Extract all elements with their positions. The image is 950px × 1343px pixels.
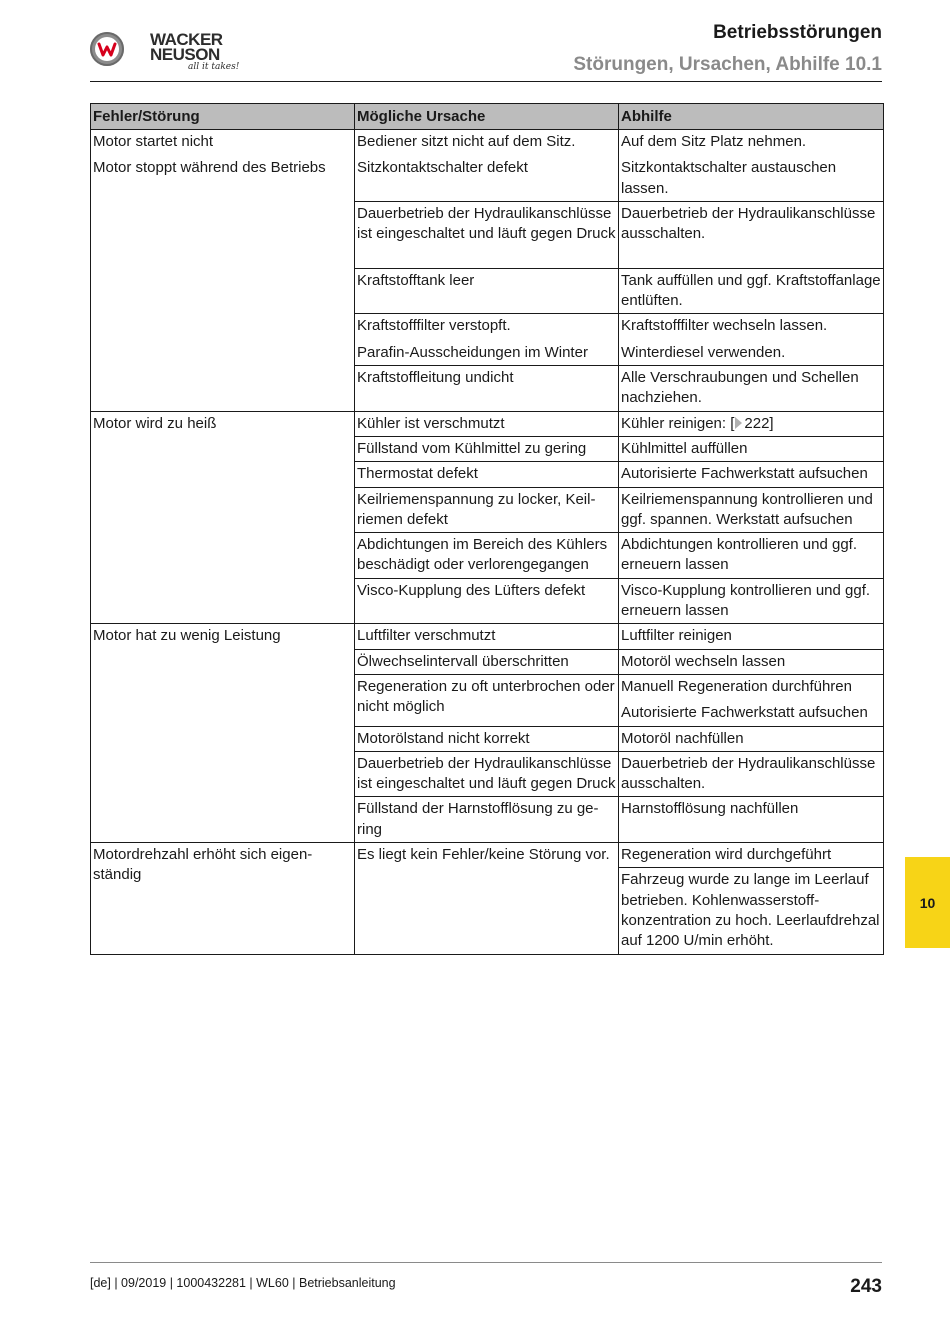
remedy-cell: Abdichtungen kontrollieren und ggf. erneuern lassen xyxy=(619,533,884,579)
page-number: 243 xyxy=(850,1276,882,1297)
cause-text: Bediener sitzt nicht auf dem Sitz. xyxy=(357,133,576,150)
remedy-text: Winterdiesel verwenden. xyxy=(621,343,786,361)
troubleshooting-table xyxy=(90,103,883,955)
cause-cell: Dauerbetrieb der Hydraulikanschlüsse ist eingeschaltet und läuft gegen Druck xyxy=(355,201,619,268)
fault-text: Motor startet nicht xyxy=(93,133,214,150)
cause-text: Parafin-Ausscheidungen im Winter xyxy=(357,343,588,361)
remedy-text: Sitzkontaktschalter austauschen lassen. xyxy=(621,159,837,197)
remedy-cell: Kühlmittel auffüllen xyxy=(619,436,884,461)
footer-divider xyxy=(90,1262,882,1263)
cause-cell xyxy=(355,314,619,366)
remedy-text: Manuell Regeneration durchführen xyxy=(621,677,852,695)
cause-cell: Kühler ist verschmutzt xyxy=(355,411,619,436)
remedy-cell: Keilriemenspannung kontrollieren und ggf. spannen. Werkstatt aufsuchen xyxy=(619,487,884,533)
cause-cell: Keilriemenspannung zu locker, Keilriemen defekt xyxy=(355,487,619,533)
remedy-text: Kühler reinigen: [ xyxy=(621,414,735,432)
cause-cell: Ölwechselintervall überschritten xyxy=(355,649,619,674)
cause-cell: Es liegt kein Fehler/keine Störung vor. xyxy=(355,843,619,954)
column-header-cause: Mögliche Ursache xyxy=(355,104,619,130)
remedy-cell: Tank auffüllen und ggf. Kraftstoffanlage entlüften. xyxy=(619,268,884,314)
cause-cell: Füllstand der Harnstofflösung zu gering xyxy=(355,797,619,843)
cause-text: Sitzkontaktschalter defekt xyxy=(357,159,528,177)
cause-cell: Abdichtungen im Bereich des Kühlers beschädigt oder verlorengegangen xyxy=(355,533,619,579)
remedy-text: Auf dem Sitz Platz nehmen. xyxy=(621,133,807,150)
column-header-remedy: Abhilfe xyxy=(619,104,884,130)
section-title: Störungen, Ursachen, Abhilfe 10.1 xyxy=(573,54,882,75)
remedy-cell: Harnstofflösung nachfüllen xyxy=(619,797,884,843)
remedy-cell: Dauerbetrieb der Hydraulikanschlüsse ausschalten. xyxy=(619,201,884,268)
fault-cell: Motor hat zu wenig Leistung xyxy=(91,624,355,843)
cause-cell: Regeneration zu oft unterbrochen oder nicht möglich xyxy=(355,674,619,726)
fault-cell xyxy=(91,130,355,412)
header-divider xyxy=(90,81,882,82)
remedy-cell: Fahrzeug wurde zu lange im Leerlauf betrieben. Kohlenwasserstoffkonzentration zu hoch. Leerlaufdrehzal auf 1200 U/min erhöht. xyxy=(619,868,884,954)
remedy-cell: Dauerbetrieb der Hydraulikanschlüsse ausschalten. xyxy=(619,751,884,797)
cause-cell: Dauerbetrieb der Hydraulikanschlüsse ist eingeschaltet und läuft gegen Druck xyxy=(355,751,619,797)
wacker-neuson-emblem-icon xyxy=(90,32,124,66)
cause-cell: Füllstand vom Kühlmittel zu gering xyxy=(355,436,619,461)
logo-slogan: all it takes! xyxy=(188,62,240,72)
table-header-row xyxy=(91,104,884,130)
remedy-text: Kraftstofffilter wechseln lassen. xyxy=(621,317,828,335)
cause-cell: Luftfilter verschmutzt xyxy=(355,624,619,649)
cause-cell: Visco-Kupplung des Lüfters defekt xyxy=(355,578,619,624)
cause-cell: Thermostat defekt xyxy=(355,462,619,487)
chapter-tab[interactable]: 10 xyxy=(905,857,950,948)
cause-cell: Motorölstand nicht korrekt xyxy=(355,726,619,751)
chapter-title: Betriebsstörungen xyxy=(713,22,882,43)
page-reference-arrow-icon xyxy=(735,417,742,429)
wacker-neuson-logo xyxy=(90,30,240,78)
remedy-cell xyxy=(619,314,884,366)
table-row xyxy=(91,130,884,202)
remedy-cell: Luftfilter reinigen xyxy=(619,624,884,649)
cause-text: Kraftstofffilter verstopft. xyxy=(357,317,511,335)
remedy-cell xyxy=(619,411,884,436)
cause-cell: Kraftstofftank leer xyxy=(355,268,619,314)
table-row xyxy=(91,624,884,649)
table-row xyxy=(91,843,884,868)
footer-document-info: [de] | 09/2019 | 1000432281 | WL60 | Betriebsanleitung xyxy=(90,1276,396,1290)
cause-cell: Kraftstoffleitung undicht xyxy=(355,366,619,412)
remedy-cell: Motoröl nachfüllen xyxy=(619,726,884,751)
remedy-cell: Autorisierte Fachwerkstatt aufsuchen xyxy=(619,462,884,487)
remedy-text: Autorisierte Fachwerkstatt aufsuchen xyxy=(621,704,868,722)
remedy-cell: Visco-Kupplung kontrollieren und ggf. erneuern lassen xyxy=(619,578,884,624)
column-header-fault: Fehler/Störung xyxy=(91,104,355,130)
remedy-cell: Motoröl wechseln lassen xyxy=(619,649,884,674)
fault-cell: Motor wird zu heiß xyxy=(91,411,355,624)
page-reference[interactable]: 222] xyxy=(744,414,774,432)
table-row xyxy=(91,411,884,436)
remedy-cell: Alle Verschraubungen und Schellen nachziehen. xyxy=(619,366,884,412)
cause-cell xyxy=(355,130,619,202)
logo-text: WACKER NEUSON xyxy=(150,30,223,64)
remedy-cell: Regeneration wird durchgeführt xyxy=(619,843,884,868)
fault-cell: Motordrehzahl erhöht sich eigenständig xyxy=(91,843,355,954)
remedy-cell xyxy=(619,130,884,202)
remedy-cell xyxy=(619,674,884,726)
fault-text: Motor stoppt während des Betriebs xyxy=(93,159,326,177)
